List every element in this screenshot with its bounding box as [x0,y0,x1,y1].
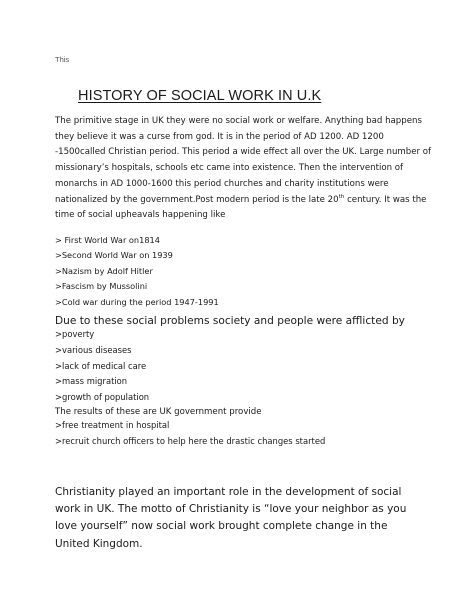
intro-text-end: century. It was the time of social upheavals happening like [55,194,427,221]
list-item: >recruit church officers to help here the drastic changes started [55,435,326,446]
events-list [55,233,219,310]
list-item: >free treatment in hospital [55,420,170,430]
list-item: >poverty [55,329,95,339]
ordinal-suffix: th [338,193,345,200]
list-item: > First World War on1814 [55,235,160,245]
header-label: This [55,55,70,64]
closing-paragraph: Christianity played an important role in the development of social work in UK. The motto of Christianity is “love your neighbor as you love yourself” now social work brought complete change in the United Kingdom. [55,486,407,550]
results-heading: The results of these are UK government provide [55,407,262,417]
list-item: >Fascism by Mussolini [55,281,148,292]
list-item: >growth of population [55,392,150,403]
problems-heading: Due to these social problems society and people were afflicted by [55,315,405,327]
list-item: >Second World War on 1939 [55,250,173,261]
list-item: >lack of medical care [55,360,147,371]
list-item: >Nazism by Adolf Hitler [55,265,153,276]
list-item: >mass migration [55,376,128,387]
intro-paragraph [55,114,435,224]
list-item: >various diseases [55,344,132,355]
intro-text: The primitive stage in UK they were no social work or welfare. Anything bad happens they believe it was a curse from god. It is in the period of AD 1200. AD 1200 -1500called Christian period. This period a wide effect all over the UK. Large number of missionary’s hospitals, schools etc came into existence. Then the intervention of monarchs in AD 1000-1600 this period churches and charity institutions were nationalized by the government.Post modern period is the late 20 [55,116,432,205]
results-list [55,418,325,449]
page-title: HISTORY OF SOCIAL WORK IN U.K [78,88,322,104]
list-item: >Cold war during the period 1947-1991 [55,296,219,307]
problems-list [55,327,149,406]
